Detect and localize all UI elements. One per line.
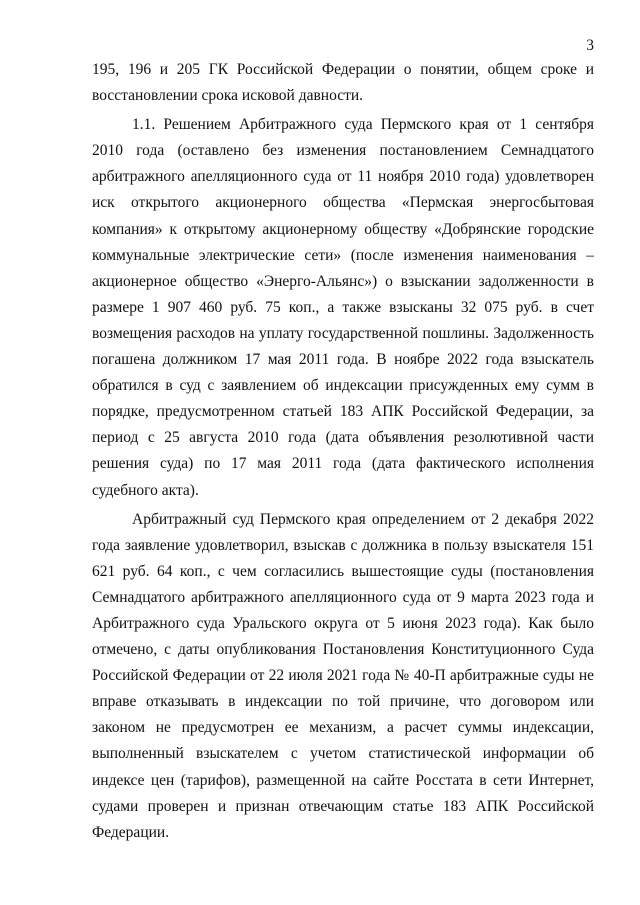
paragraph-continuation: 195, 196 и 205 ГК Российской Федерации о понятии, общем сроке и восстановлении срока исковой давности. (92, 61, 594, 105)
paragraph-court-ruling: Арбитражный суд Пермского края определением от 2 декабря 2022 года заявление удовлетворил, взыскав с должника в пользу взыскателя 151 621 руб. 64 коп., с чем согласились вышестоящие суды (постановления Семнадцатого арбитражного апелляционного суда от 9 марта 2023 года и Арбитражного суда Уральского округа от 5 июня 2023 года). Как было отмечено, с даты опубликования Постановления Конституционного Суда Российской Федерации от 22 июля 2021 года № 40-П арбитражные суды не вправе отказывать в индексации по той причине, что договором или законом не предусмотрен ее механизм, а расчет суммы индексации, выполненный взыскателем с учетом статистической информации об индексе цен (тарифов), размещенной на сайте Росстата в сети Интернет, судами проверен и признан отвечающим статье 183 АПК Российской Федерации. (92, 510, 594, 841)
document-body (92, 57, 594, 846)
paragraph-1-1: 1.1. Решением Арбитражного суда Пермского края от 1 сентября 2010 года (оставлено без изменения постановлением Семнадцатого арбитражного апелляционного суда от 11 ноября 2010 года) удовлетворен иск открытого акционерного общества «Пермская энергосбытовая компания» к открытому акционерному обществу «Добрянские городские коммунальные электрические сети» (после изменения наименования – акционерное общество «Энерго-Альянс») о взыскании задолженности в размере 1 907 460 руб. 75 коп., а также взысканы 32 075 руб. в счет возмещения расходов на уплату государственной пошлины. Задолженность погашена должником 17 мая 2011 года. В ноябре 2022 года взыскатель обратился в суд с заявлением об индексации присужденных ему сумм в порядке, предусмотренном статьей 183 АПК Российской Федерации, за период с 25 августа 2010 года (дата объявления резолютивной части решения суда) по 17 мая 2011 года (дата фактического исполнения судебного акта). (92, 116, 594, 499)
page-number: 3 (586, 37, 594, 54)
